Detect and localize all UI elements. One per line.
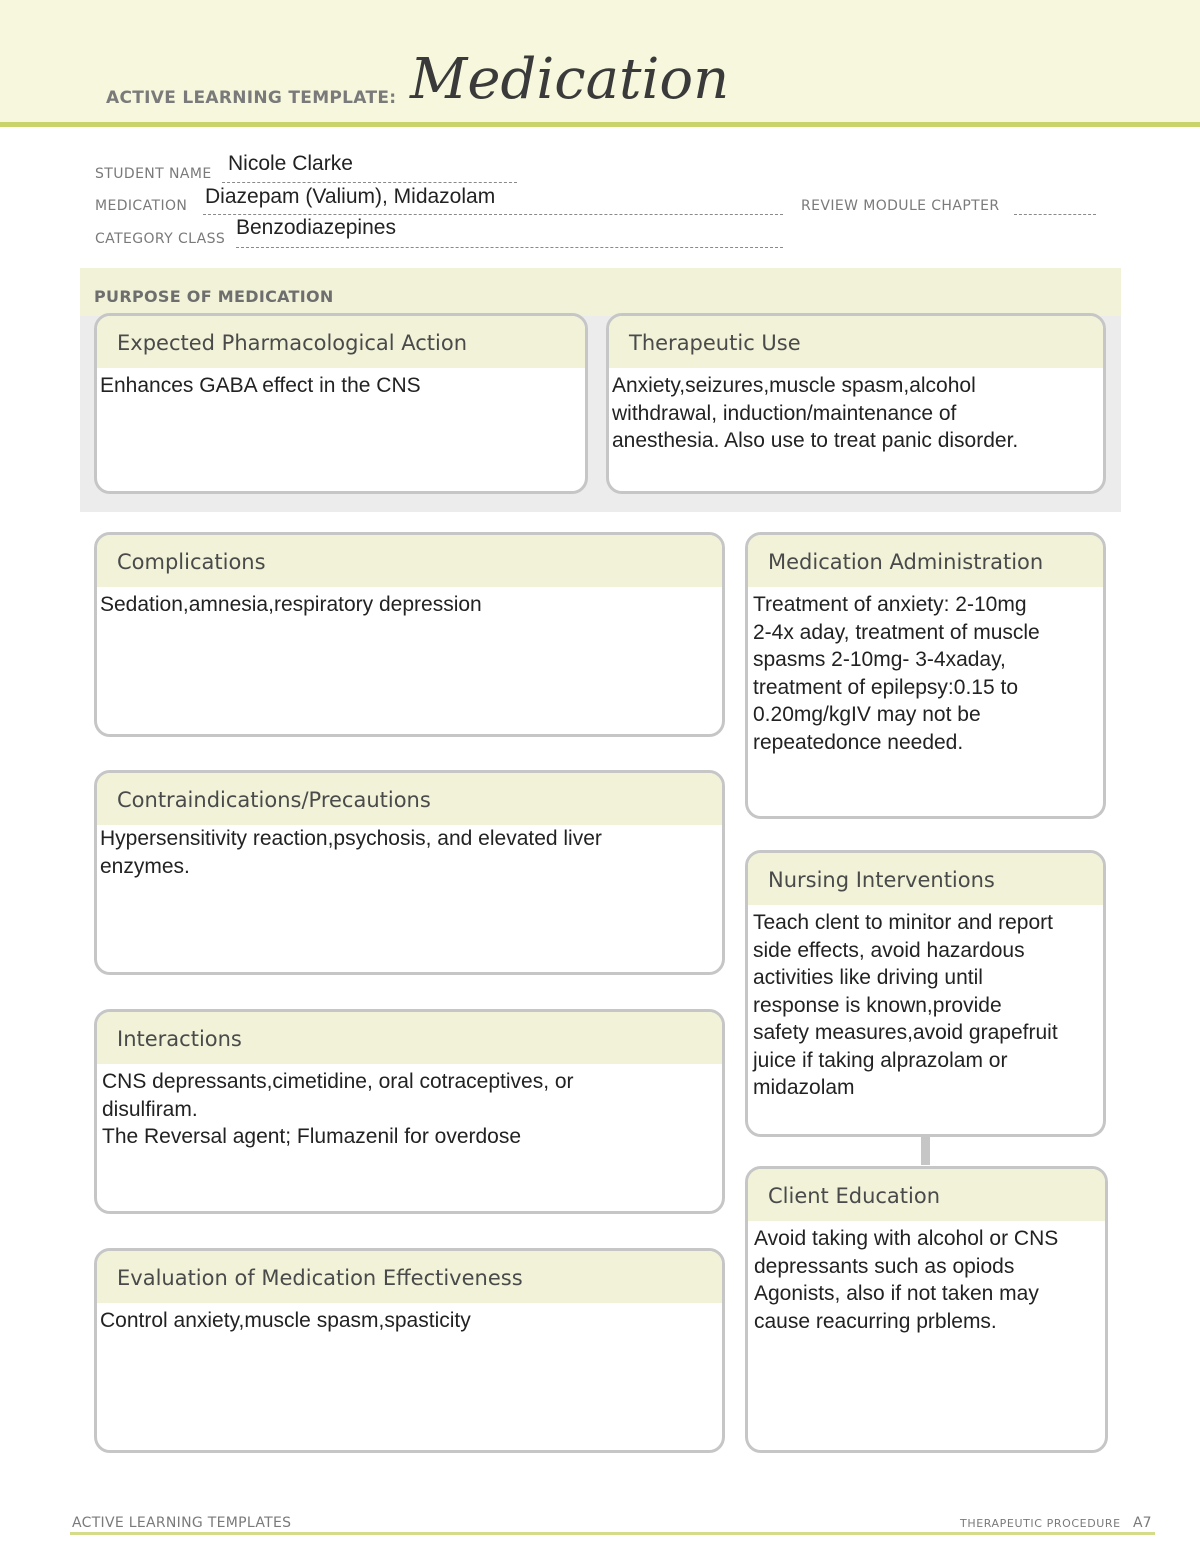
connector-bar (921, 1135, 930, 1165)
interactions-card (94, 1009, 725, 1214)
administration-card (745, 532, 1106, 819)
administration-title: Medication Administration (748, 535, 1103, 587)
student-name-line (222, 182, 517, 183)
contraindications-title: Contraindications/Precautions (97, 773, 722, 825)
client-education-card (745, 1166, 1108, 1453)
purpose-label: PURPOSE OF MEDICATION (94, 287, 334, 306)
footer-left: ACTIVE LEARNING TEMPLATES (72, 1515, 292, 1531)
category-class-field[interactable]: Benzodiazepines (236, 216, 396, 239)
review-module-label: REVIEW MODULE CHAPTER (801, 198, 1000, 214)
contraindications-text[interactable]: Hypersensitivity reaction,psychosis, and elevated liver enzymes. (100, 827, 602, 878)
complications-title: Complications (97, 535, 722, 587)
student-name-label: STUDENT NAME (95, 166, 212, 182)
complications-card (94, 532, 725, 737)
review-module-line (1014, 214, 1096, 215)
evaluation-title: Evaluation of Medication Effectiveness (97, 1251, 722, 1303)
nursing-card (745, 850, 1106, 1137)
client-education-text[interactable]: Avoid taking with alcohol or CNS depressants such as opiods Agonists, also if not taken may cause reacurring prblems. (754, 1227, 1059, 1333)
evaluation-card (94, 1248, 725, 1453)
template-title: Medication (410, 47, 730, 112)
contraindications-card (94, 770, 725, 975)
complications-text[interactable]: Sedation,amnesia,respiratory depression (100, 593, 482, 616)
expected-action-card (94, 313, 588, 494)
interactions-title: Interactions (97, 1012, 722, 1064)
page-number: A7 (1133, 1515, 1152, 1531)
evaluation-text[interactable]: Control anxiety,muscle spasm,spasticity (100, 1309, 471, 1332)
footer-rule (70, 1532, 1155, 1535)
template-label: ACTIVE LEARNING TEMPLATE: (106, 88, 397, 108)
therapeutic-use-card (606, 313, 1106, 494)
footer-right: THERAPEUTIC PROCEDURE (960, 1517, 1121, 1530)
nursing-title: Nursing Interventions (748, 853, 1103, 905)
therapeutic-use-title: Therapeutic Use (609, 316, 1103, 368)
expected-action-title: Expected Pharmacological Action (97, 316, 585, 368)
nursing-text[interactable]: Teach clent to minitor and report side effects, avoid hazardous activities like driving until response is known,provide safety measures,avoid grapefruit juice if taking alprazolam or midazolam (753, 911, 1058, 1099)
client-education-title: Client Education (748, 1169, 1105, 1221)
administration-text[interactable]: Treatment of anxiety: 2-10mg 2-4x aday, treatment of muscle spasms 2-10mg- 3-4xaday, treatment of epilepsy:0.15 to 0.20mg/kgIV may not be repeatedonce needed. (753, 593, 1040, 754)
student-name-field[interactable]: Nicole Clarke (228, 152, 353, 175)
header-rule (0, 122, 1200, 127)
expected-action-text[interactable]: Enhances GABA effect in the CNS (100, 374, 421, 397)
category-class-line (236, 247, 783, 248)
medication-line (203, 214, 783, 215)
medication-label: MEDICATION (95, 198, 188, 214)
interactions-text[interactable]: CNS depressants,cimetidine, oral cotraceptives, or disulfiram. The Reversal agent; Flumazenil for overdose (102, 1070, 574, 1148)
category-class-label: CATEGORY CLASS (95, 231, 226, 247)
medication-field[interactable]: Diazepam (Valium), Midazolam (205, 185, 496, 208)
therapeutic-use-text[interactable]: Anxiety,seizures,muscle spasm,alcohol withdrawal, induction/maintenance of anesthesia. Also use to treat panic disorder. (612, 374, 1019, 452)
